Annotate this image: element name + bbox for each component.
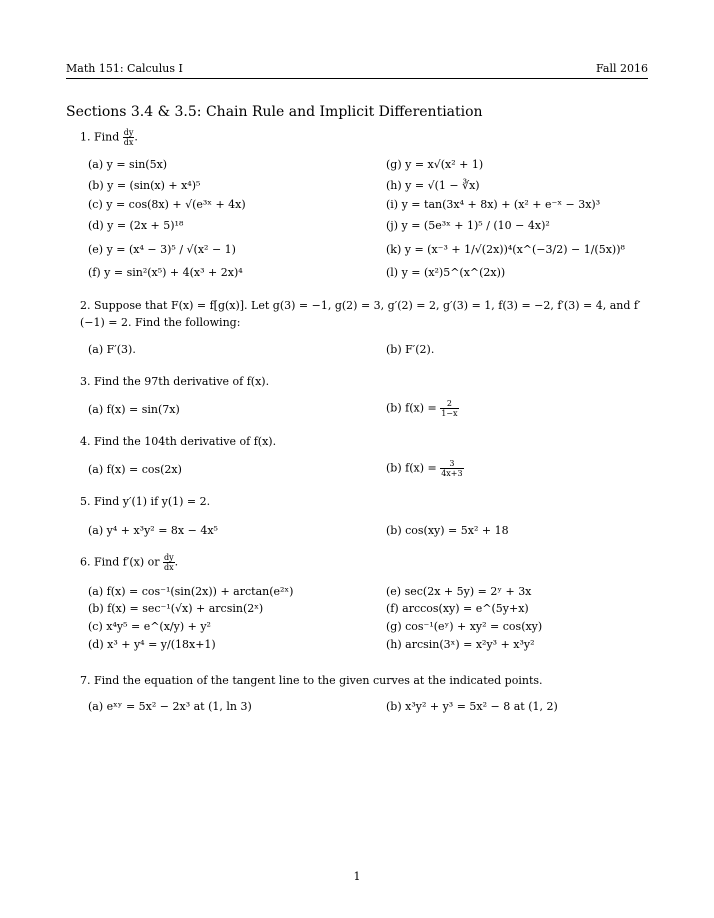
q1-item-k: (k) y = (x⁻³ + 1/√(2x))⁴(x^(−3/2) − 1/(5x))⁸	[386, 243, 625, 256]
q7-item-b: (b) x³y² + y³ = 5x² − 8 at (1, 2)	[386, 700, 558, 713]
q1-item-f: (f) y = sin²(x⁵) + 4(x³ + 2x)⁴	[88, 266, 243, 279]
page-title: Sections 3.4 & 3.5: Chain Rule and Implicit Differentiation	[66, 104, 483, 120]
q6-item-b: (b) f(x) = sec⁻¹(√x) + arcsin(2ˣ)	[88, 602, 264, 615]
q5-item-b: (b) cos(xy) = 5x² + 18	[386, 524, 509, 537]
q3-fraction: $\frac{2}{1-x}$	[441, 399, 458, 418]
q1-item-d: (d) y = (2x + 5)¹⁸	[88, 219, 184, 232]
header-rule	[66, 78, 648, 79]
q4-item-b: (b) f(x) = $\frac{3}{4x+3}$	[386, 459, 463, 478]
question-1-prompt: 1. Find	[80, 130, 123, 144]
q6-item-e: (e) sec(2x + 5y) = 2ʸ + 3x	[386, 585, 532, 598]
q1-item-e: (e) y = (x⁴ − 3)⁵ / √(x² − 1)	[88, 243, 236, 256]
q6-item-h: (h) arcsin(3ˣ) = x²y³ + x³y²	[386, 638, 535, 651]
q1-item-c: (c) y = cos(8x) + √(e³ˣ + 4x)	[88, 198, 246, 211]
page-number: 1	[353, 870, 361, 883]
q7-item-a: (a) eˣʸ = 5x² − 2x³ at (1, ln 3)	[88, 700, 252, 713]
question-6: 6. Find f′(x) or $\frac{dy}{dx}$ .	[80, 553, 179, 572]
q1-item-g: (g) y = x√(x² + 1)	[386, 158, 484, 171]
q4-fraction: $\frac{3}{4x+3}$	[441, 459, 463, 478]
question-3-prompt: 3. Find the 97th derivative of f(x).	[80, 375, 270, 388]
term-header: Fall 2016	[596, 62, 648, 75]
q1-item-l: (l) y = (x²)5^(x^(2x))	[386, 266, 506, 279]
course-header: Math 151: Calculus I	[66, 62, 183, 75]
q6-item-f: (f) arccos(xy) = e^(5y+x)	[386, 602, 529, 615]
question-4-prompt: 4. Find the 104th derivative of f(x).	[80, 435, 277, 448]
dy-dx-fraction: $\frac{dy}{dx}$	[164, 553, 174, 572]
q6-item-d: (d) x³ + y⁴ = y/(18x+1)	[88, 638, 216, 651]
q6-item-g: (g) cos⁻¹(eʸ) + xy² = cos(xy)	[386, 620, 543, 633]
q6-item-a: (a) f(x) = cos⁻¹(sin(2x)) + arctan(e²ˣ)	[88, 585, 294, 598]
question-5-prompt: 5. Find y′(1) if y(1) = 2.	[80, 495, 211, 508]
question-6-prompt: 6. Find f′(x) or	[80, 555, 163, 569]
question-1: 1. Find $\frac{dy}{dx}$ .	[80, 128, 138, 147]
q1-item-j: (j) y = (5e³ˣ + 1)⁵ / (10 − 4x)²	[386, 219, 550, 232]
q6-item-c: (c) x⁴y⁵ = e^(x/y) + y²	[88, 620, 211, 633]
question-7-prompt: 7. Find the equation of the tangent line to the given curves at the indicated points.	[80, 674, 543, 687]
dy-dx-fraction: $\frac{dy}{dx}$	[123, 128, 134, 147]
q5-item-a: (a) y⁴ + x³y² = 8x − 4x⁵	[88, 524, 218, 537]
q1-item-i: (i) y = tan(3x⁴ + 8x) + (x² + e⁻ˣ − 3x)³	[386, 198, 601, 211]
q2-item-a: (a) F′(3).	[88, 343, 136, 356]
q3-item-b: (b) f(x) = $\frac{2}{1-x}$	[386, 399, 458, 418]
question-2-prompt: 2. Suppose that F(x) = f[g(x)]. Let g(3) = −1, g(2) = 3, g′(2) = 2, g′(3) = 1, f(3) = −2, f′(3) = 4, and f′(−1) = 2. Find the following:	[80, 299, 641, 329]
q4-item-a: (a) f(x) = cos(2x)	[88, 463, 182, 476]
q1-item-a: (a) y = sin(5x)	[88, 158, 168, 171]
q1-item-h: (h) y = √(1 − ∛x)	[386, 179, 480, 192]
q1-item-b: (b) y = (sin(x) + x⁴)⁵	[88, 179, 201, 192]
q2-item-b: (b) F′(2).	[386, 343, 435, 356]
q3-item-a: (a) f(x) = sin(7x)	[88, 403, 180, 416]
